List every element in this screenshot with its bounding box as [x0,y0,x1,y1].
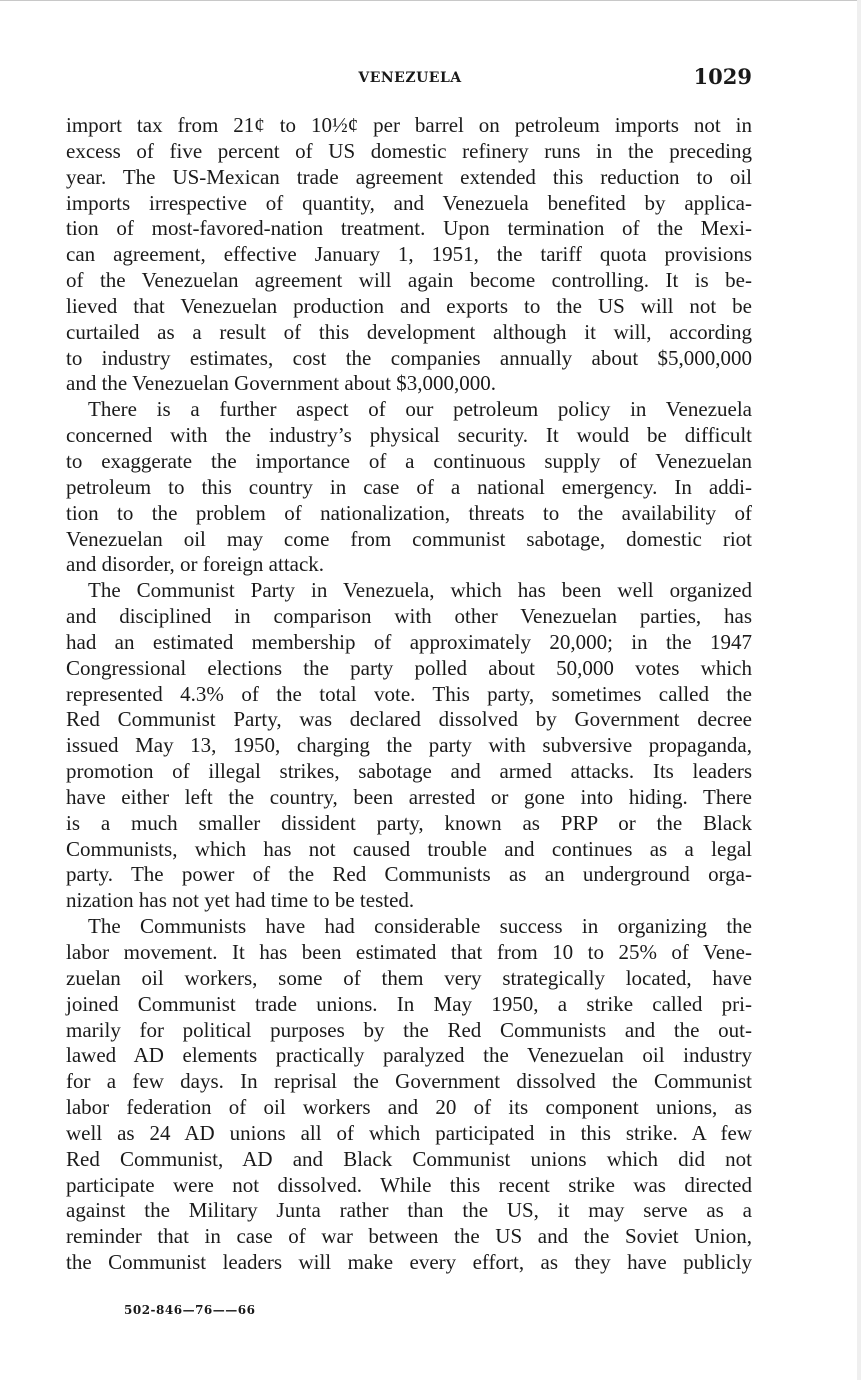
text-line: There is a further aspect of our petroleum policy in Venezuela [88,397,752,422]
running-header-title: VENEZUELA [358,70,462,86]
text-line: well as 24 AD unions all of which participated in this strike. A few [66,1120,752,1145]
text-line: and disorder, or foreign attack. [66,552,325,577]
text-line: and disciplined in comparison with other Venezuelan parties, has [66,604,752,629]
text-line: issued May 13, 1950, charging the party with subversive propaganda, [66,733,752,758]
text-line: Congressional elections the party polled about 50,000 votes which [66,655,752,680]
text-line: The Communists have had considerable success in organizing the [88,914,752,939]
text-line: Red Communist, AD and Black Communist unions which did not [66,1146,752,1171]
paragraph [66,914,752,1276]
text-line: curtailed as a result of this development although it will, according [66,319,752,344]
text-line: nization has not yet had time to be tested. [66,888,415,913]
text-line: zuelan oil workers, some of them very strategically located, have [66,965,752,990]
body-text [66,113,752,1276]
text-line: against the Military Junta rather than the US, it may serve as a [66,1198,752,1223]
text-line: petroleum to this country in case of a national emergency. In addi- [66,474,752,499]
text-line: promotion of illegal strikes, sabotage and armed attacks. Its leaders [66,759,752,784]
text-line: to industry estimates, cost the companies annually about $5,000,000 [66,345,752,370]
text-line: year. The US-Mexican trade agreement extended this reduction to oil [66,164,752,189]
scan-top-edge [0,0,861,1]
text-line: joined Communist trade unions. In May 1950, a strike called pri- [66,991,752,1016]
footer-print-code: 502-846—76——66 [124,1303,256,1317]
text-line: import tax from 21¢ to 10½¢ per barrel on petroleum imports not in [66,113,752,137]
paragraph [66,578,752,914]
text-line: tion of most-favored-nation treatment. Upon termination of the Mexi- [66,216,752,241]
text-line: labor movement. It has been estimated that from 10 to 25% of Vene- [66,940,752,964]
text-line: reminder that in case of war between the US and the Soviet Union, [66,1224,752,1249]
text-line: Communists, which has not caused trouble and continues as a legal [66,836,752,861]
text-line: party. The power of the Red Communists as an underground orga- [66,862,752,887]
text-line: labor federation of oil workers and 20 of its component unions, as [66,1095,752,1120]
text-line: had an estimated membership of approximately 20,000; in the 1947 [66,629,752,654]
text-line: excess of five percent of US domestic refinery runs in the preceding [66,138,752,163]
paragraph [66,397,752,578]
text-line: Venezuelan oil may come from communist sabotage, domestic riot [66,526,752,551]
text-line: Red Communist Party, was declared dissolved by Government decree [66,707,752,732]
text-line: imports irrespective of quantity, and Venezuela benefited by applica- [66,190,752,215]
text-line: lawed AD elements practically paralyzed the Venezuelan oil industry [66,1043,752,1068]
text-line: is a much smaller dissident party, known as PRP or the Black [66,810,752,835]
text-line: to exaggerate the importance of a continuous supply of Venezuelan [66,448,752,473]
text-line: and the Venezuelan Government about $3,000,000. [66,371,496,396]
text-line: can agreement, effective January 1, 1951, the tariff quota provisions [66,242,752,267]
text-line: the Communist leaders will make every effort, as they have publicly [66,1250,752,1275]
text-line: of the Venezuelan agreement will again become controlling. It is be- [66,268,752,293]
text-line: concerned with the industry’s physical security. It would be difficult [66,423,752,448]
text-line: marily for political purposes by the Red Communists and the out- [66,1017,752,1042]
text-line: participate were not dissolved. While this recent strike was directed [66,1172,752,1197]
text-line: have either left the country, been arrested or gone into hiding. There [66,784,752,809]
scan-right-edge [857,0,861,1380]
text-line: tion to the problem of nationalization, threats to the availability of [66,500,752,525]
text-line: lieved that Venezuelan production and exports to the US will not be [66,293,752,318]
text-line: The Communist Party in Venezuela, which has been well organized [88,578,752,603]
paragraph [66,113,752,397]
page-number: 1029 [693,64,752,89]
text-line: for a few days. In reprisal the Government dissolved the Communist [66,1069,752,1094]
text-line: represented 4.3% of the total vote. This party, sometimes called the [66,681,752,706]
